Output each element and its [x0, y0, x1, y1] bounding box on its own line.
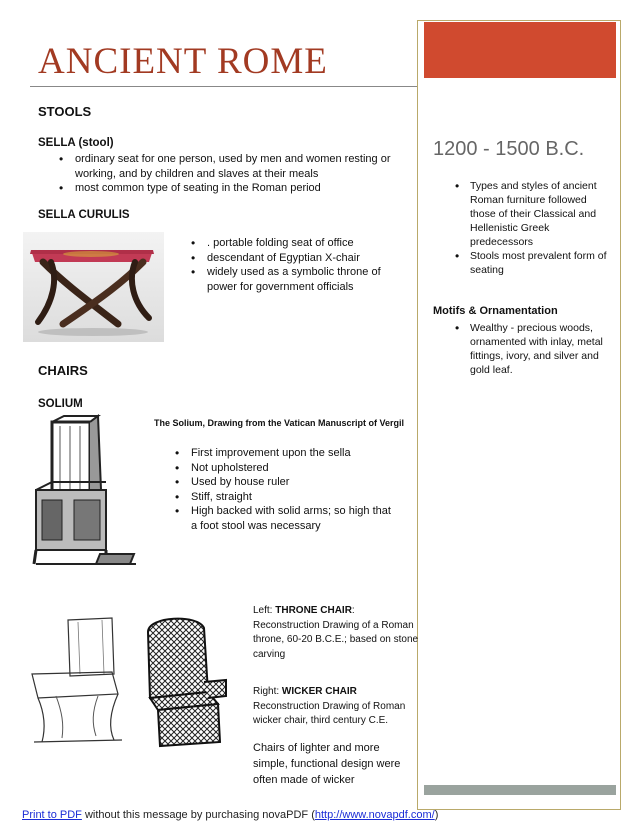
throne-name: THRONE CHAIR	[275, 605, 352, 616]
sidebar-date: 1200 - 1500 B.C.	[433, 138, 585, 160]
curulis-bullet-3: • widely used as a symbolic throne of power for government officials	[188, 265, 393, 294]
page-title: ANCIENT ROME	[38, 41, 328, 82]
wicker-prefix: Right:	[253, 686, 280, 697]
motifs-heading: Motifs & Ornamentation	[433, 305, 558, 317]
curulis-bullet-1: • . portable folding seat of office	[188, 236, 393, 251]
section-heading-stools: STOOLS	[38, 104, 92, 119]
wicker-chair-drawing	[138, 612, 230, 748]
solium-list	[172, 446, 392, 533]
footer-end-text: )	[434, 809, 439, 821]
sidebar-bottom-bar	[424, 785, 616, 795]
solium-bullet-3: • Used by house ruler	[172, 475, 392, 490]
solium-bullet-5: • High backed with solid arms; so high that a foot stool was necessary	[172, 504, 392, 533]
sella-list	[56, 152, 401, 196]
wicker-description: Reconstruction Drawing of Roman wicker chair, third century C.E.	[253, 700, 406, 726]
solium-bullet-2: • Not upholstered	[172, 461, 392, 476]
sella-bullet-1: • ordinary seat for one person, used by men and women resting or working, and by children and slaves at their meals	[56, 152, 401, 181]
solium-bullet-1: • First improvement upon the sella	[172, 446, 392, 461]
solium-heading: SOLIUM	[38, 398, 83, 410]
wicker-caption	[253, 685, 423, 729]
sidebar-bullet-1: • Types and styles of ancient Roman furniture followed those of their Classical and Hellenistic Greek predecessors	[450, 179, 610, 249]
footer-middle-text: without this message by purchasing novaPDF (	[81, 809, 315, 821]
section-heading-chairs: CHAIRS	[38, 363, 88, 378]
sidebar-bullet-2: • Stools most prevalent form of seating	[450, 249, 610, 277]
sidebar-accent-block	[424, 22, 616, 78]
throne-chair-drawing	[22, 612, 130, 748]
sella-curulis-image	[23, 232, 164, 342]
wicker-name: WICKER CHAIR	[281, 686, 357, 697]
sidebar-list	[450, 179, 610, 277]
throne-description: Reconstruction Drawing of a Roman throne, 60-20 B.C.E.; based on stone carving	[253, 619, 419, 660]
throne-prefix: Left:	[253, 605, 273, 616]
throne-caption	[253, 604, 423, 662]
sella-bullet-2: • most common type of seating in the Roman period	[56, 181, 401, 196]
curulis-heading: SELLA CURULIS	[38, 209, 130, 221]
print-to-pdf-link[interactable]: Print to PDF	[22, 809, 82, 821]
motifs-bullet-1: • Wealthy - precious woods, ornamented with inlay, metal fittings, ivory, and silver and gold leaf.	[450, 321, 612, 377]
motifs-list	[450, 321, 612, 377]
solium-bullet-4: • Stiff, straight	[172, 490, 392, 505]
novapdf-link[interactable]: http://www.novapdf.com/	[314, 809, 435, 821]
solium-caption: The Solium, Drawing from the Vatican Manuscript of Vergil	[154, 418, 405, 428]
title-divider	[30, 86, 418, 87]
throne-colon: :	[351, 605, 355, 616]
wicker-note: Chairs of lighter and more simple, functional design were often made of wicker	[253, 742, 401, 786]
sella-heading: SELLA (stool)	[38, 137, 114, 149]
curulis-list	[188, 236, 393, 294]
solium-drawing	[30, 414, 142, 579]
curulis-bullet-2: • descendant of Egyptian X-chair	[188, 251, 393, 266]
footer-note	[22, 809, 438, 821]
